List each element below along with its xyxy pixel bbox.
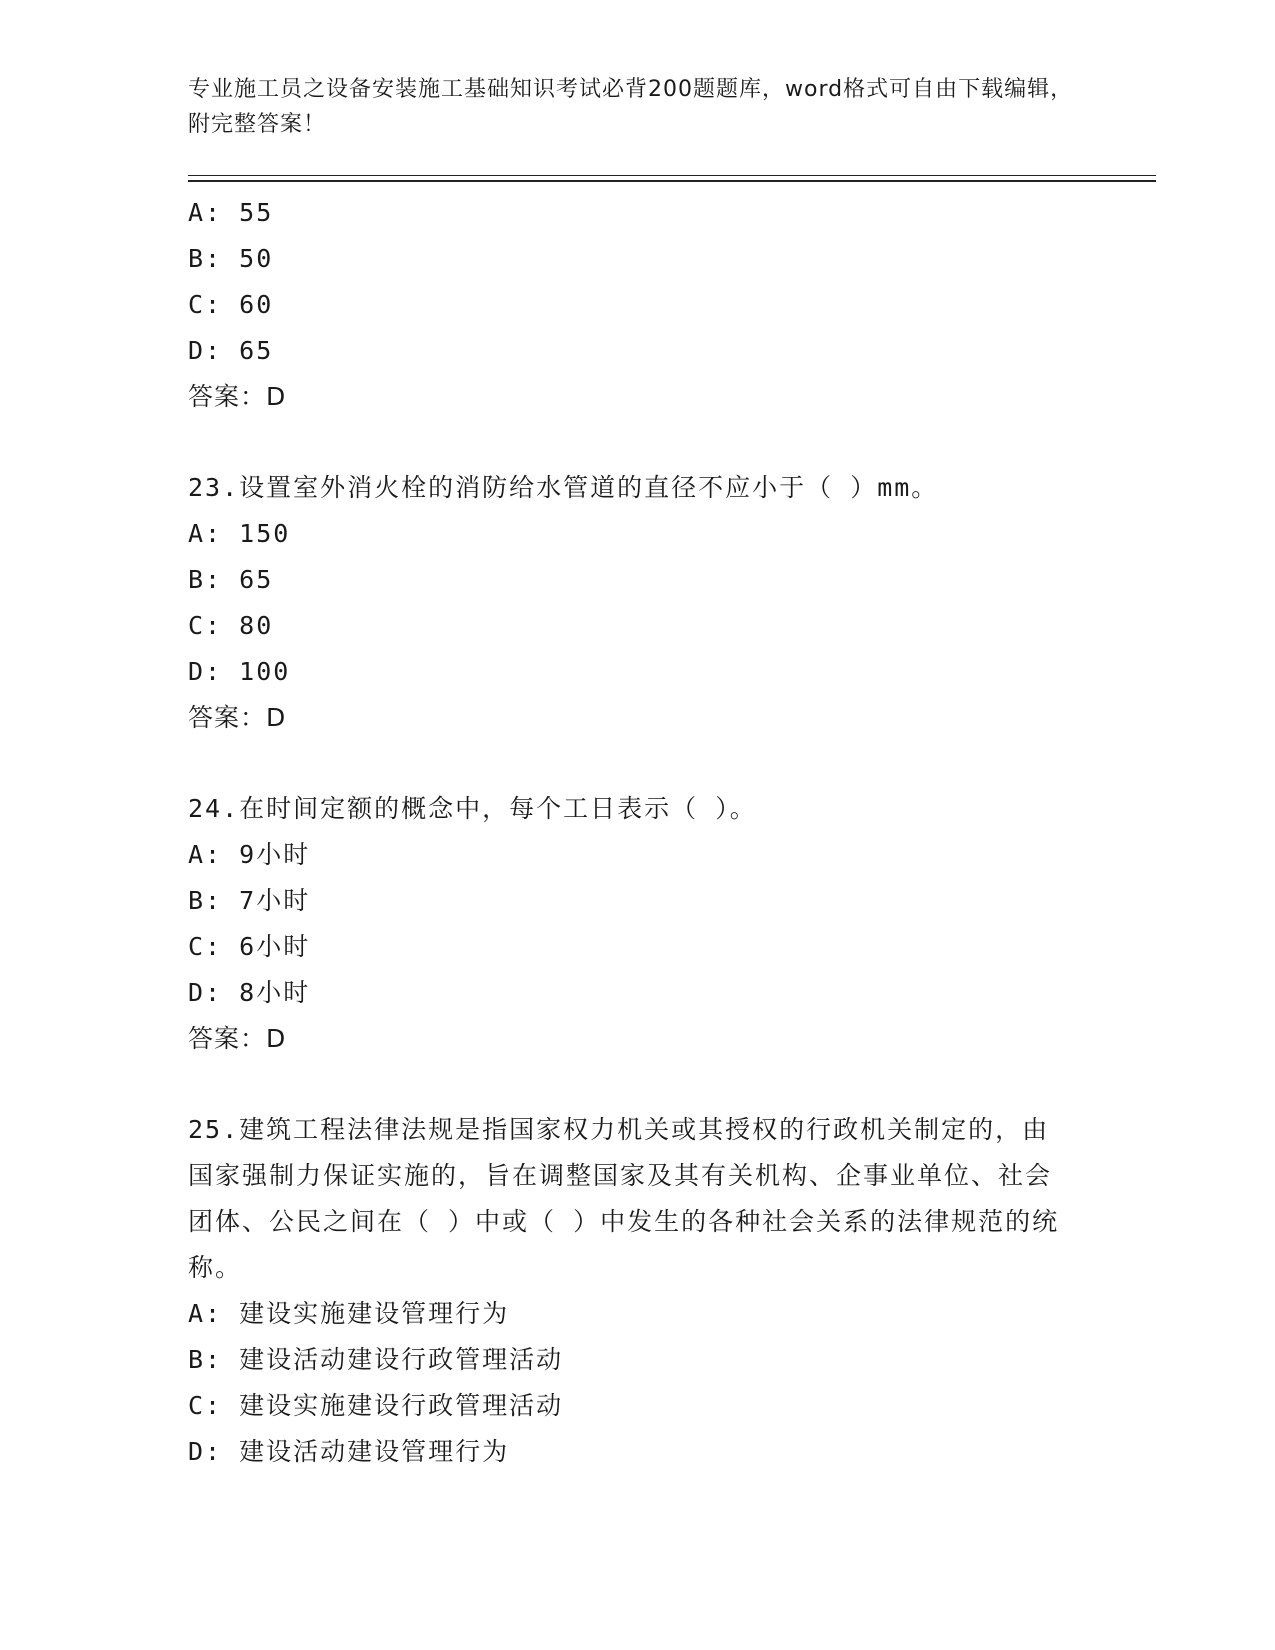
option-c: C: 6小时 xyxy=(188,932,311,961)
answer: 答案：D xyxy=(188,703,287,732)
header-divider-thick xyxy=(188,180,1156,182)
option-a: A: 150 xyxy=(188,519,291,548)
option-c: C: 80 xyxy=(188,611,274,640)
header-divider-thin xyxy=(188,175,1156,176)
option-b: B: 65 xyxy=(188,565,274,594)
option-c-text: 60 xyxy=(239,290,274,319)
question-25 xyxy=(188,1107,1068,1475)
question-list xyxy=(188,190,1068,1475)
option-d: D: 建设活动建设管理行为 xyxy=(188,1437,510,1466)
question-stem: 25.建筑工程法律法规是指国家权力机关或其授权的行政机关制定的，由国家强制力保证实施的，旨在调整国家及其有关机构、企事业单位、社会团体、公民之间在（ ）中或（ ）中发生的各种社会关系的法律规范的统称。 xyxy=(188,1115,1060,1282)
answer: 答案：D xyxy=(188,382,287,411)
answer: 答案：D xyxy=(188,1024,287,1053)
option-a: A: 建设实施建设管理行为 xyxy=(188,1299,510,1328)
question-24 xyxy=(188,786,1068,1062)
option-d: D: 65 xyxy=(188,336,274,365)
option-c: C: 60 xyxy=(188,290,274,319)
question-stem: 24.在时间定额的概念中，每个工日表示（ ）。 xyxy=(188,794,757,823)
option-b: B: 建设活动建设行政管理活动 xyxy=(188,1345,564,1374)
question-23 xyxy=(188,465,1068,741)
option-d: D: 8小时 xyxy=(188,978,311,1007)
option-a-text: 55 xyxy=(239,198,274,227)
question-stem: 23.设置室外消火栓的消防给水管道的直径不应小于（ ）mm。 xyxy=(188,473,939,502)
document-title: 专业施工员之设备安装施工基础知识考试必背200题题库，word格式可自由下载编辑，附完整答案！ xyxy=(188,77,1074,137)
option-a: A: 9小时 xyxy=(188,840,311,869)
option-b-text: 50 xyxy=(239,244,274,273)
option-c: C: 建设实施建设行政管理活动 xyxy=(188,1391,564,1420)
option-b: B: 50 xyxy=(188,244,274,273)
option-d: D: 100 xyxy=(188,657,291,686)
question-22-tail xyxy=(188,190,1068,420)
option-b: B: 7小时 xyxy=(188,886,311,915)
option-a: A: 55 xyxy=(188,198,274,227)
option-d-text: 65 xyxy=(239,336,274,365)
